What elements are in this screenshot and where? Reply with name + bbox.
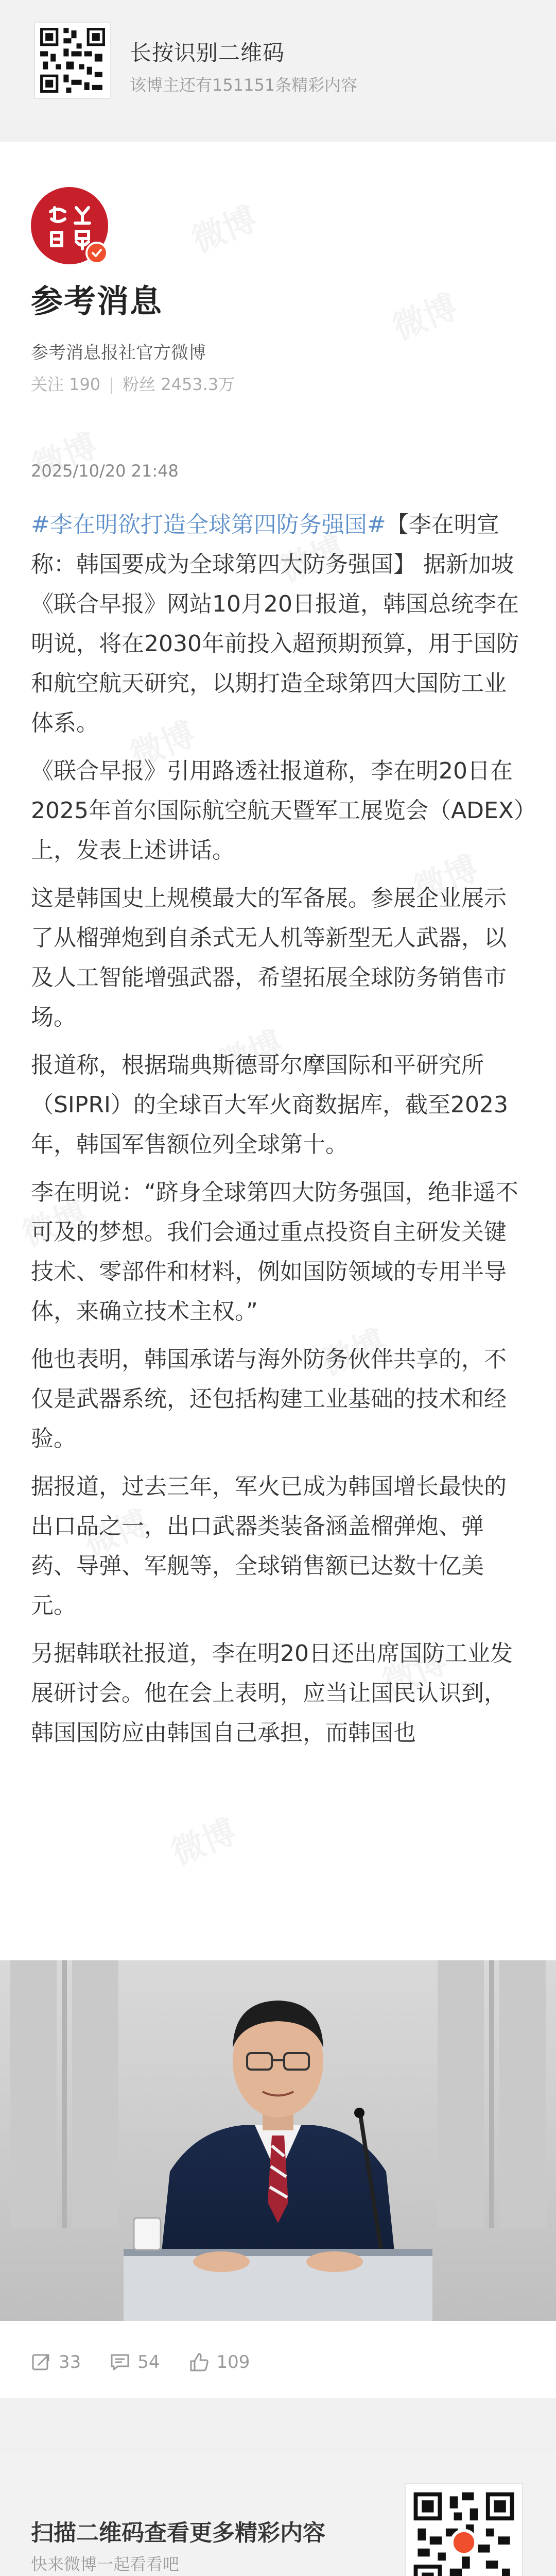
repost-icon [31,2352,51,2372]
like-button[interactable] [189,2352,250,2372]
footer-qr-banner [0,2452,556,2576]
author-name[interactable]: 参考消息 [31,282,163,320]
post-paragraph: 这是韩国史上规模最大的军备展。参展企业展示了从榴弹炮到自杀式无人机等新型无人武器，以及人工智能增强武器，希望拓展全球防务销售市场。 [31,885,507,1030]
speaker-at-podium-photo[interactable] [0,1960,556,2321]
follow-count[interactable]: 关注 190 [31,375,101,394]
qr-code-icon[interactable] [34,22,111,99]
qr-banner-subtitle: 该博主还有151151条精彩内容 [130,75,358,95]
footer-title: 扫描二维码查看更多精彩内容 [31,2520,325,2546]
author-description: 参考消息报社官方微博 [31,343,206,363]
post-paragraph: 报道称，根据瑞典斯德哥尔摩国际和平研究所（SIPRI）的全球百大军火商数据库，截至2023年，韩国军售额位列全球第十。 [31,1052,508,1158]
post-card [0,142,556,2398]
post-paragraph: 《联合早报》引用路透社报道称，李在明20日在2025年首尔国际航空航天暨军工展览会（ADEX）上，发表上述讲话。 [31,758,525,863]
post-paragraph [31,505,526,743]
top-qr-banner [0,0,556,121]
comment-icon [110,2352,130,2372]
paragraph-text: 【李在明宣称：韩国要成为全球第四大防务强国】 据新加坡《联合早报》网站10月20日报道，韩国总统李在明说，将在2030年前投入超预期预算，用于国防和航空航天研究，以期打造全球第四大国防工业体系。 [31,512,519,736]
post-paragraph: 另据韩联社报道，李在明20日还出席国防工业发展研讨会。他在会上表明，应当让国民认识到，韩国国防应由韩国自己承担，而韩国也 [31,1640,513,1746]
watermark [184,193,263,261]
post-timestamp: 2025/10/20 21:48 [31,461,179,481]
watermark [385,280,463,349]
post-paragraph: 李在明说：“跻身全球第四大防务强国，绝非遥不可及的梦想。我们会通过重点投资自主研发关键技术、零部件和材料，例如国防领域的专用半导体，来确立技术主权。” [31,1179,518,1325]
hashtag-link[interactable]: #李在明欲打造全球第四防务强国# [31,512,386,538]
post-actions [31,2347,279,2378]
post-paragraph: 据报道，过去三年，军火已成为韩国增长最快的出口品之一，出口武器类装备涵盖榴弹炮、弹药、导弹、军舰等，全球销售额已达数十亿美元。 [31,1473,507,1619]
post-paragraph: 他也表明，韩国承诺与海外防务伙伴共享的，不仅是武器系统，还包括构建工业基础的技术和经验。 [31,1346,507,1452]
repost-count: 33 [59,2352,81,2372]
like-icon [189,2352,210,2372]
fans-count[interactable]: 粉丝 2453.3万 [123,375,235,394]
verified-badge-icon [85,242,108,264]
repost-button[interactable] [31,2352,81,2372]
watermark [163,1805,242,1874]
qr-banner-title: 长按识别二维码 [130,40,285,65]
like-count: 109 [216,2352,250,2372]
post-body [31,505,526,1761]
comment-button[interactable] [110,2352,160,2372]
qr-code-icon[interactable] [405,2483,523,2576]
footer-subtitle: 快来微博一起看看吧 [31,2554,180,2574]
comment-count: 54 [137,2352,160,2372]
author-stats: 关注 190 | 粉丝 2453.3万 [31,375,235,394]
